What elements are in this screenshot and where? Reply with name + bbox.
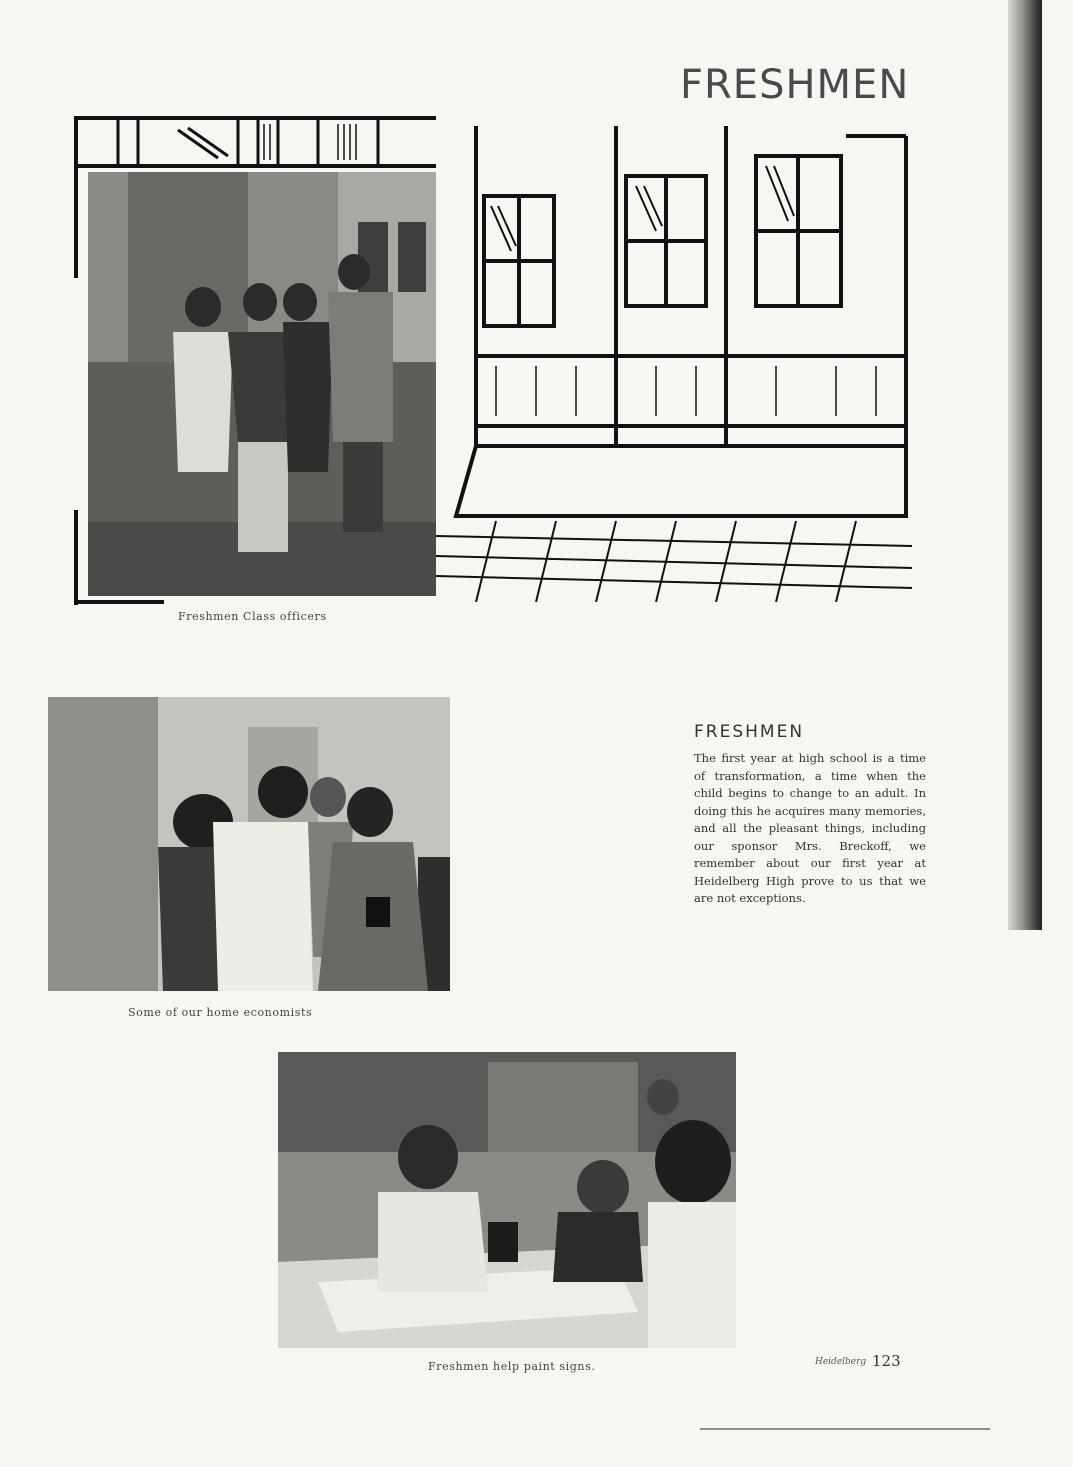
body-paragraph: The first year at high school is a time of transformation, a time when the child begins to change to an adult. In doing this he acquires many memories, and all the pleasant things, including our sponsor Mrs. Breckoff, we remember about our first year at Heidelberg High prove to us that we are not exceptions. [694,751,926,905]
frame-line [74,168,78,278]
photo-class-officers [86,170,438,598]
photo-home-economists [48,697,450,991]
ink-illustration-hallway [436,116,912,602]
page-edge [1040,930,1073,1467]
book-spine-shadow [1008,0,1042,930]
page-title: FRESHMEN [680,62,910,108]
photo-paint-signs [278,1052,736,1348]
photo-caption: Some of our home economists [128,1006,313,1019]
section-heading: FRESHMEN [694,722,805,742]
photo-caption: Freshmen help paint signs. [428,1360,596,1373]
frame-line [74,510,78,605]
frame-line [74,600,164,604]
footer-book-name: Heidelberg [815,1357,867,1367]
photo-caption: Freshmen Class officers [178,610,327,623]
bottom-rule [700,1428,990,1430]
page-number: 123 [872,1352,901,1370]
